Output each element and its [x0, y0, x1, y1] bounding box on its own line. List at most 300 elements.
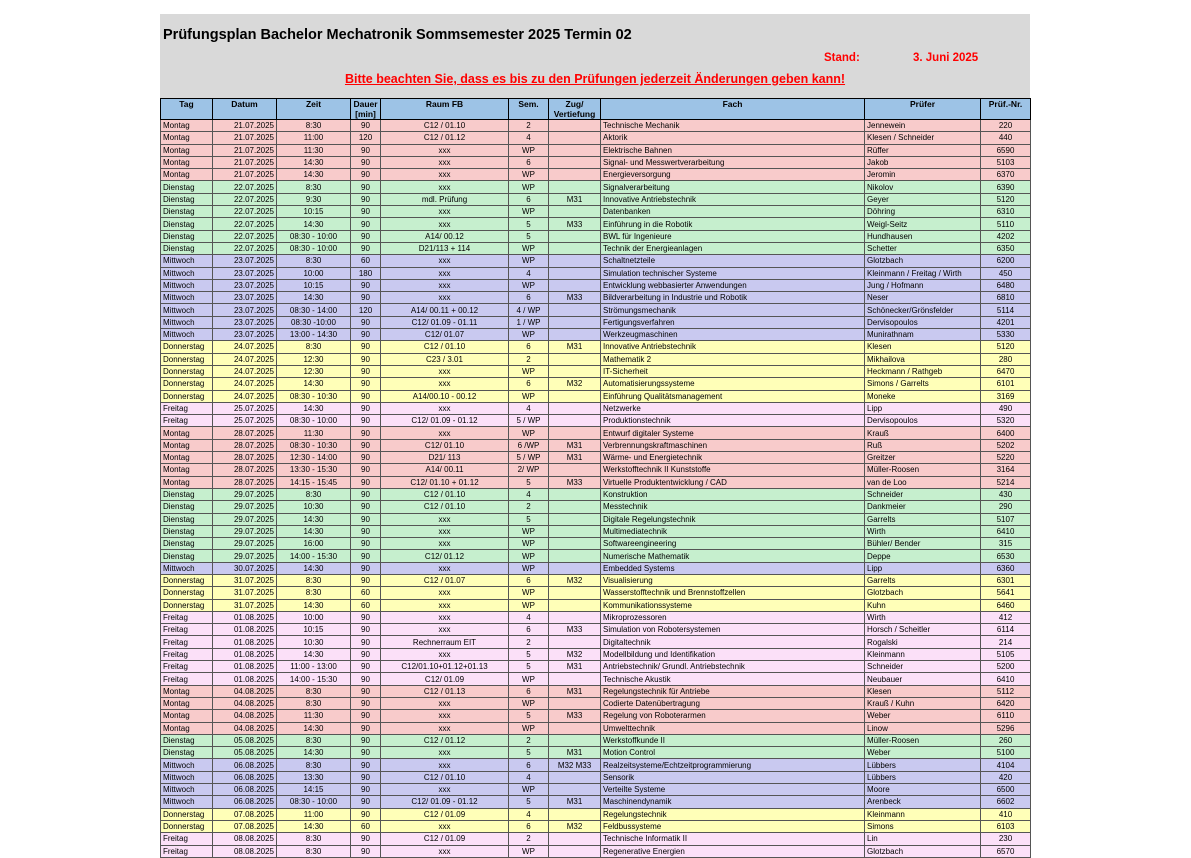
cell-pruefer: Jung / Hofmann [865, 279, 981, 291]
cell-sem: 6 [509, 574, 549, 586]
cell-fach: Werkstoffkunde II [601, 734, 865, 746]
cell-fach: Werkzeugmaschinen [601, 329, 865, 341]
cell-sem: 2 [509, 734, 549, 746]
cell-zug: M31 [549, 341, 601, 353]
cell-dauer: 90 [351, 784, 381, 796]
cell-raum: C12/ 01.07 [381, 329, 509, 341]
cell-pruefer: Glotzbach [865, 255, 981, 267]
cell-zug [549, 784, 601, 796]
cell-pruef-nr: 6301 [981, 574, 1031, 586]
cell-raum: D21/ 113 [381, 452, 509, 464]
cell-tag: Donnerstag [161, 378, 213, 390]
cell-zug [549, 734, 601, 746]
cell-fach: Regelungstechnik [601, 808, 865, 820]
cell-raum: xxx [381, 820, 509, 832]
cell-fach: Sensorik [601, 771, 865, 783]
cell-pruefer: Hundhausen [865, 230, 981, 242]
cell-tag: Montag [161, 169, 213, 181]
cell-raum: C12 / 01.07 [381, 574, 509, 586]
cell-pruef-nr: 230 [981, 833, 1031, 845]
cell-pruef-nr: 6390 [981, 181, 1031, 193]
cell-datum: 05.08.2025 [213, 734, 277, 746]
cell-fach: Konstruktion [601, 488, 865, 500]
cell-sem: 6 [509, 759, 549, 771]
cell-raum: C12/ 01.09 [381, 673, 509, 685]
cell-dauer: 90 [351, 538, 381, 550]
table-row [161, 685, 1031, 697]
cell-sem: 6 [509, 341, 549, 353]
cell-datum: 23.07.2025 [213, 329, 277, 341]
cell-raum: C12 / 01.09 [381, 808, 509, 820]
cell-fach: Regelung von Roboterarmen [601, 710, 865, 722]
cell-pruefer: Lipp [865, 402, 981, 414]
cell-raum: C12/01.10+01.12+01.13 [381, 661, 509, 673]
cell-pruef-nr: 6370 [981, 169, 1031, 181]
cell-zug: M31 [549, 452, 601, 464]
table-row [161, 808, 1031, 820]
cell-raum: xxx [381, 156, 509, 168]
cell-tag: Donnerstag [161, 599, 213, 611]
table-row [161, 267, 1031, 279]
cell-sem: 6 [509, 820, 549, 832]
cell-zug [549, 353, 601, 365]
table-row [161, 488, 1031, 500]
cell-datum: 28.07.2025 [213, 427, 277, 439]
cell-tag: Montag [161, 120, 213, 132]
cell-raum: C12 / 01.12 [381, 734, 509, 746]
cell-zeit: 14:00 - 15:30 [277, 673, 351, 685]
cell-zug [549, 132, 601, 144]
cell-zeit: 8:30 [277, 488, 351, 500]
cell-zeit: 08:30 -10:00 [277, 316, 351, 328]
cell-datum: 22.07.2025 [213, 206, 277, 218]
cell-datum: 22.07.2025 [213, 242, 277, 254]
cell-sem: 5 [509, 513, 549, 525]
table-row [161, 759, 1031, 771]
cell-zeit: 10:00 [277, 267, 351, 279]
cell-datum: 29.07.2025 [213, 513, 277, 525]
cell-pruefer: Deppe [865, 550, 981, 562]
cell-dauer: 90 [351, 292, 381, 304]
cell-raum: xxx [381, 181, 509, 193]
cell-zug: M31 [549, 439, 601, 451]
cell-datum: 23.07.2025 [213, 292, 277, 304]
cell-fach: Energieversorgung [601, 169, 865, 181]
cell-pruef-nr: 220 [981, 120, 1031, 132]
cell-raum: C23 / 3.01 [381, 353, 509, 365]
table-row [161, 697, 1031, 709]
table-row [161, 525, 1031, 537]
cell-fach: Umwelttechnik [601, 722, 865, 734]
cell-zug: M31 [549, 193, 601, 205]
cell-dauer: 90 [351, 661, 381, 673]
cell-pruefer: Dervisopoulos [865, 316, 981, 328]
cell-tag: Dienstag [161, 747, 213, 759]
cell-zug [549, 538, 601, 550]
cell-datum: 23.07.2025 [213, 279, 277, 291]
cell-zeit: 14:30 [277, 292, 351, 304]
table-row [161, 132, 1031, 144]
cell-datum: 23.07.2025 [213, 267, 277, 279]
cell-zeit: 14:30 [277, 525, 351, 537]
cell-fach: Technische Mechanik [601, 120, 865, 132]
cell-zug [549, 181, 601, 193]
cell-tag: Freitag [161, 415, 213, 427]
cell-pruefer: Greitzer [865, 452, 981, 464]
cell-tag: Mittwoch [161, 316, 213, 328]
cell-datum: 23.07.2025 [213, 316, 277, 328]
cell-fach: Digitale Regelungstechnik [601, 513, 865, 525]
cell-sem: WP [509, 390, 549, 402]
cell-tag: Freitag [161, 661, 213, 673]
stand-label: Stand: [824, 52, 860, 64]
cell-tag: Freitag [161, 833, 213, 845]
cell-dauer: 90 [351, 402, 381, 414]
cell-pruef-nr: 3169 [981, 390, 1031, 402]
cell-dauer: 90 [351, 120, 381, 132]
cell-raum: A14/ 00.11 [381, 464, 509, 476]
cell-zeit: 14:15 - 15:45 [277, 476, 351, 488]
cell-datum: 28.07.2025 [213, 452, 277, 464]
cell-pruef-nr: 6470 [981, 365, 1031, 377]
table-row [161, 562, 1031, 574]
cell-sem: WP [509, 673, 549, 685]
cell-zug [549, 242, 601, 254]
cell-zeit: 14:30 [277, 747, 351, 759]
cell-sem: 5 [509, 648, 549, 660]
cell-pruefer: Simons [865, 820, 981, 832]
cell-tag: Freitag [161, 845, 213, 857]
cell-dauer: 90 [351, 279, 381, 291]
cell-sem: 5 [509, 710, 549, 722]
cell-datum: 31.07.2025 [213, 599, 277, 611]
cell-zug [549, 169, 601, 181]
cell-pruef-nr: 5112 [981, 685, 1031, 697]
table-row [161, 378, 1031, 390]
cell-zeit: 10:00 [277, 611, 351, 623]
column-header-datum: Datum [213, 99, 277, 120]
cell-tag: Donnerstag [161, 390, 213, 402]
cell-datum: 08.08.2025 [213, 845, 277, 857]
cell-dauer: 120 [351, 132, 381, 144]
cell-tag: Dienstag [161, 550, 213, 562]
cell-zug [549, 599, 601, 611]
column-header-fach: Fach [601, 99, 865, 120]
cell-datum: 04.08.2025 [213, 710, 277, 722]
cell-zug [549, 365, 601, 377]
cell-tag: Montag [161, 710, 213, 722]
cell-pruefer: Schneider [865, 488, 981, 500]
cell-datum: 07.08.2025 [213, 808, 277, 820]
cell-datum: 21.07.2025 [213, 156, 277, 168]
cell-datum: 31.07.2025 [213, 574, 277, 586]
cell-zug: M31 [549, 747, 601, 759]
cell-datum: 22.07.2025 [213, 193, 277, 205]
cell-raum: C12 / 01.10 [381, 120, 509, 132]
cell-sem: WP [509, 784, 549, 796]
table-row [161, 501, 1031, 513]
cell-zeit: 8:30 [277, 341, 351, 353]
cell-zeit: 14:00 - 15:30 [277, 550, 351, 562]
cell-sem: WP [509, 845, 549, 857]
cell-pruefer: Bühler/ Bender [865, 538, 981, 550]
cell-pruef-nr: 6400 [981, 427, 1031, 439]
cell-zug [549, 316, 601, 328]
cell-datum: 05.08.2025 [213, 747, 277, 759]
cell-fach: BWL für Ingenieure [601, 230, 865, 242]
page-title: Prüfungsplan Bachelor Mechatronik Sommsemester 2025 Termin 02 [163, 27, 632, 43]
cell-sem: 2 [509, 636, 549, 648]
cell-pruef-nr: 5214 [981, 476, 1031, 488]
cell-sem: WP [509, 169, 549, 181]
cell-pruef-nr: 5100 [981, 747, 1031, 759]
cell-pruef-nr: 6530 [981, 550, 1031, 562]
cell-zeit: 12:30 [277, 353, 351, 365]
cell-zug [549, 402, 601, 414]
cell-zeit: 14:30 [277, 820, 351, 832]
cell-tag: Mittwoch [161, 267, 213, 279]
cell-zeit: 14:30 [277, 378, 351, 390]
cell-tag: Donnerstag [161, 365, 213, 377]
cell-pruef-nr: 5120 [981, 193, 1031, 205]
cell-raum: C12/ 01.09 - 01.12 [381, 415, 509, 427]
cell-fach: Simulation von Robotersystemen [601, 624, 865, 636]
column-header-dauer: Dauer [min] [351, 99, 381, 120]
cell-zug [549, 156, 601, 168]
cell-dauer: 90 [351, 624, 381, 636]
cell-zeit: 9:30 [277, 193, 351, 205]
cell-pruef-nr: 6460 [981, 599, 1031, 611]
cell-zeit: 10:15 [277, 279, 351, 291]
cell-zug [549, 415, 601, 427]
cell-pruef-nr: 4104 [981, 759, 1031, 771]
cell-tag: Freitag [161, 402, 213, 414]
stand-date: 3. Juni 2025 [913, 52, 979, 64]
cell-raum: xxx [381, 402, 509, 414]
cell-raum: xxx [381, 710, 509, 722]
table-body [161, 120, 1031, 858]
cell-tag: Dienstag [161, 242, 213, 254]
cell-tag: Mittwoch [161, 562, 213, 574]
cell-pruefer: Heckmann / Rathgeb [865, 365, 981, 377]
cell-raum: C12 / 01.10 [381, 488, 509, 500]
cell-raum: C12 / 01.10 [381, 501, 509, 513]
cell-dauer: 90 [351, 513, 381, 525]
cell-tag: Montag [161, 476, 213, 488]
cell-zug: M31 [549, 796, 601, 808]
table-row [161, 390, 1031, 402]
cell-zeit: 11:30 [277, 144, 351, 156]
cell-zug [549, 329, 601, 341]
cell-pruefer: Kuhn [865, 599, 981, 611]
cell-zeit: 8:30 [277, 587, 351, 599]
cell-zeit: 12:30 [277, 365, 351, 377]
cell-sem: WP [509, 599, 549, 611]
cell-raum: xxx [381, 365, 509, 377]
cell-raum: A14/ 00.12 [381, 230, 509, 242]
cell-zeit: 8:30 [277, 833, 351, 845]
cell-raum: xxx [381, 624, 509, 636]
cell-tag: Dienstag [161, 501, 213, 513]
cell-pruefer: Dervisopoulos [865, 415, 981, 427]
cell-fach: Innovative Antriebstechnik [601, 341, 865, 353]
table-row [161, 169, 1031, 181]
cell-datum: 31.07.2025 [213, 587, 277, 599]
cell-zug: M32 M33 [549, 759, 601, 771]
table-row [161, 771, 1031, 783]
cell-zug: M32 [549, 820, 601, 832]
table-row [161, 587, 1031, 599]
cell-zeit: 10:30 [277, 501, 351, 513]
cell-fach: Innovative Antriebstechnik [601, 193, 865, 205]
table-row [161, 144, 1031, 156]
cell-datum: 25.07.2025 [213, 415, 277, 427]
cell-tag: Freitag [161, 611, 213, 623]
cell-zeit: 10:15 [277, 206, 351, 218]
cell-dauer: 90 [351, 685, 381, 697]
cell-raum: xxx [381, 784, 509, 796]
cell-pruef-nr: 5103 [981, 156, 1031, 168]
cell-pruefer: Lübbers [865, 759, 981, 771]
cell-zeit: 08:30 - 14:00 [277, 304, 351, 316]
cell-sem: WP [509, 365, 549, 377]
exam-table [160, 98, 1031, 858]
cell-dauer: 90 [351, 833, 381, 845]
table-row [161, 734, 1031, 746]
table-row [161, 341, 1031, 353]
cell-raum: xxx [381, 525, 509, 537]
cell-pruef-nr: 5320 [981, 415, 1031, 427]
cell-datum: 01.08.2025 [213, 624, 277, 636]
cell-pruef-nr: 214 [981, 636, 1031, 648]
cell-tag: Donnerstag [161, 587, 213, 599]
cell-dauer: 90 [351, 796, 381, 808]
cell-tag: Mittwoch [161, 759, 213, 771]
cell-zeit: 8:30 [277, 734, 351, 746]
cell-tag: Donnerstag [161, 574, 213, 586]
cell-pruefer: Lübbers [865, 771, 981, 783]
cell-datum: 01.08.2025 [213, 673, 277, 685]
cell-zeit: 14:30 [277, 562, 351, 574]
cell-pruef-nr: 5105 [981, 648, 1031, 660]
cell-zug [549, 611, 601, 623]
cell-dauer: 180 [351, 267, 381, 279]
cell-sem: 4 [509, 771, 549, 783]
cell-fach: Mathematik 2 [601, 353, 865, 365]
cell-zeit: 14:30 [277, 722, 351, 734]
cell-pruefer: Arenbeck [865, 796, 981, 808]
cell-pruef-nr: 3164 [981, 464, 1031, 476]
cell-pruef-nr: 6570 [981, 845, 1031, 857]
cell-sem: 5 [509, 796, 549, 808]
cell-dauer: 90 [351, 242, 381, 254]
cell-zeit: 8:30 [277, 255, 351, 267]
cell-fach: Netzwerke [601, 402, 865, 414]
cell-raum: xxx [381, 759, 509, 771]
cell-datum: 28.07.2025 [213, 476, 277, 488]
cell-zug [549, 488, 601, 500]
cell-pruefer: Jennewein [865, 120, 981, 132]
cell-dauer: 90 [351, 611, 381, 623]
cell-datum: 30.07.2025 [213, 562, 277, 574]
table-row [161, 820, 1031, 832]
table-row [161, 439, 1031, 451]
cell-datum: 25.07.2025 [213, 402, 277, 414]
cell-zeit: 08:30 - 10:30 [277, 439, 351, 451]
cell-pruef-nr: 5200 [981, 661, 1031, 673]
cell-raum: xxx [381, 538, 509, 550]
cell-dauer: 90 [351, 316, 381, 328]
cell-pruefer: Neubauer [865, 673, 981, 685]
cell-zug [549, 279, 601, 291]
cell-zug: M33 [549, 292, 601, 304]
table-row [161, 747, 1031, 759]
cell-dauer: 90 [351, 156, 381, 168]
cell-dauer: 90 [351, 390, 381, 402]
cell-dauer: 90 [351, 427, 381, 439]
cell-sem: 1 / WP [509, 316, 549, 328]
cell-zeit: 14:30 [277, 169, 351, 181]
cell-pruef-nr: 6410 [981, 673, 1031, 685]
cell-fach: Entwurf digitaler Systeme [601, 427, 865, 439]
cell-zug [549, 636, 601, 648]
cell-pruef-nr: 410 [981, 808, 1031, 820]
cell-raum: xxx [381, 267, 509, 279]
cell-tag: Montag [161, 144, 213, 156]
table-header [161, 99, 1031, 120]
cell-datum: 06.08.2025 [213, 771, 277, 783]
table-row [161, 353, 1031, 365]
cell-dauer: 90 [351, 525, 381, 537]
cell-fach: Regenerative Energien [601, 845, 865, 857]
table-row [161, 255, 1031, 267]
cell-pruefer: Horsch / Scheitler [865, 624, 981, 636]
cell-tag: Mittwoch [161, 771, 213, 783]
cell-dauer: 90 [351, 415, 381, 427]
cell-pruefer: Krauß [865, 427, 981, 439]
cell-datum: 21.07.2025 [213, 120, 277, 132]
column-header-pruefer: Prüfer [865, 99, 981, 120]
cell-raum: xxx [381, 648, 509, 660]
cell-dauer: 60 [351, 820, 381, 832]
cell-raum: C12/ 01.12 [381, 550, 509, 562]
cell-sem: 2 [509, 353, 549, 365]
cell-datum: 28.07.2025 [213, 464, 277, 476]
cell-raum: C12 / 01.12 [381, 132, 509, 144]
cell-zeit: 08:30 - 10:00 [277, 415, 351, 427]
cell-pruefer: Klesen [865, 685, 981, 697]
cell-datum: 22.07.2025 [213, 181, 277, 193]
cell-raum: xxx [381, 292, 509, 304]
cell-pruef-nr: 315 [981, 538, 1031, 550]
cell-datum: 04.08.2025 [213, 685, 277, 697]
cell-pruef-nr: 5296 [981, 722, 1031, 734]
cell-sem: 6 [509, 156, 549, 168]
cell-pruef-nr: 420 [981, 771, 1031, 783]
cell-zeit: 8:30 [277, 574, 351, 586]
cell-pruef-nr: 6500 [981, 784, 1031, 796]
cell-datum: 04.08.2025 [213, 722, 277, 734]
cell-fach: Bildverarbeitung in Industrie und Robotik [601, 292, 865, 304]
cell-datum: 29.07.2025 [213, 550, 277, 562]
cell-fach: IT-Sicherheit [601, 365, 865, 377]
cell-pruefer: Jakob [865, 156, 981, 168]
cell-zeit: 14:30 [277, 648, 351, 660]
cell-sem: 5 / WP [509, 415, 549, 427]
cell-zeit: 14:15 [277, 784, 351, 796]
cell-dauer: 90 [351, 341, 381, 353]
cell-zug [549, 550, 601, 562]
